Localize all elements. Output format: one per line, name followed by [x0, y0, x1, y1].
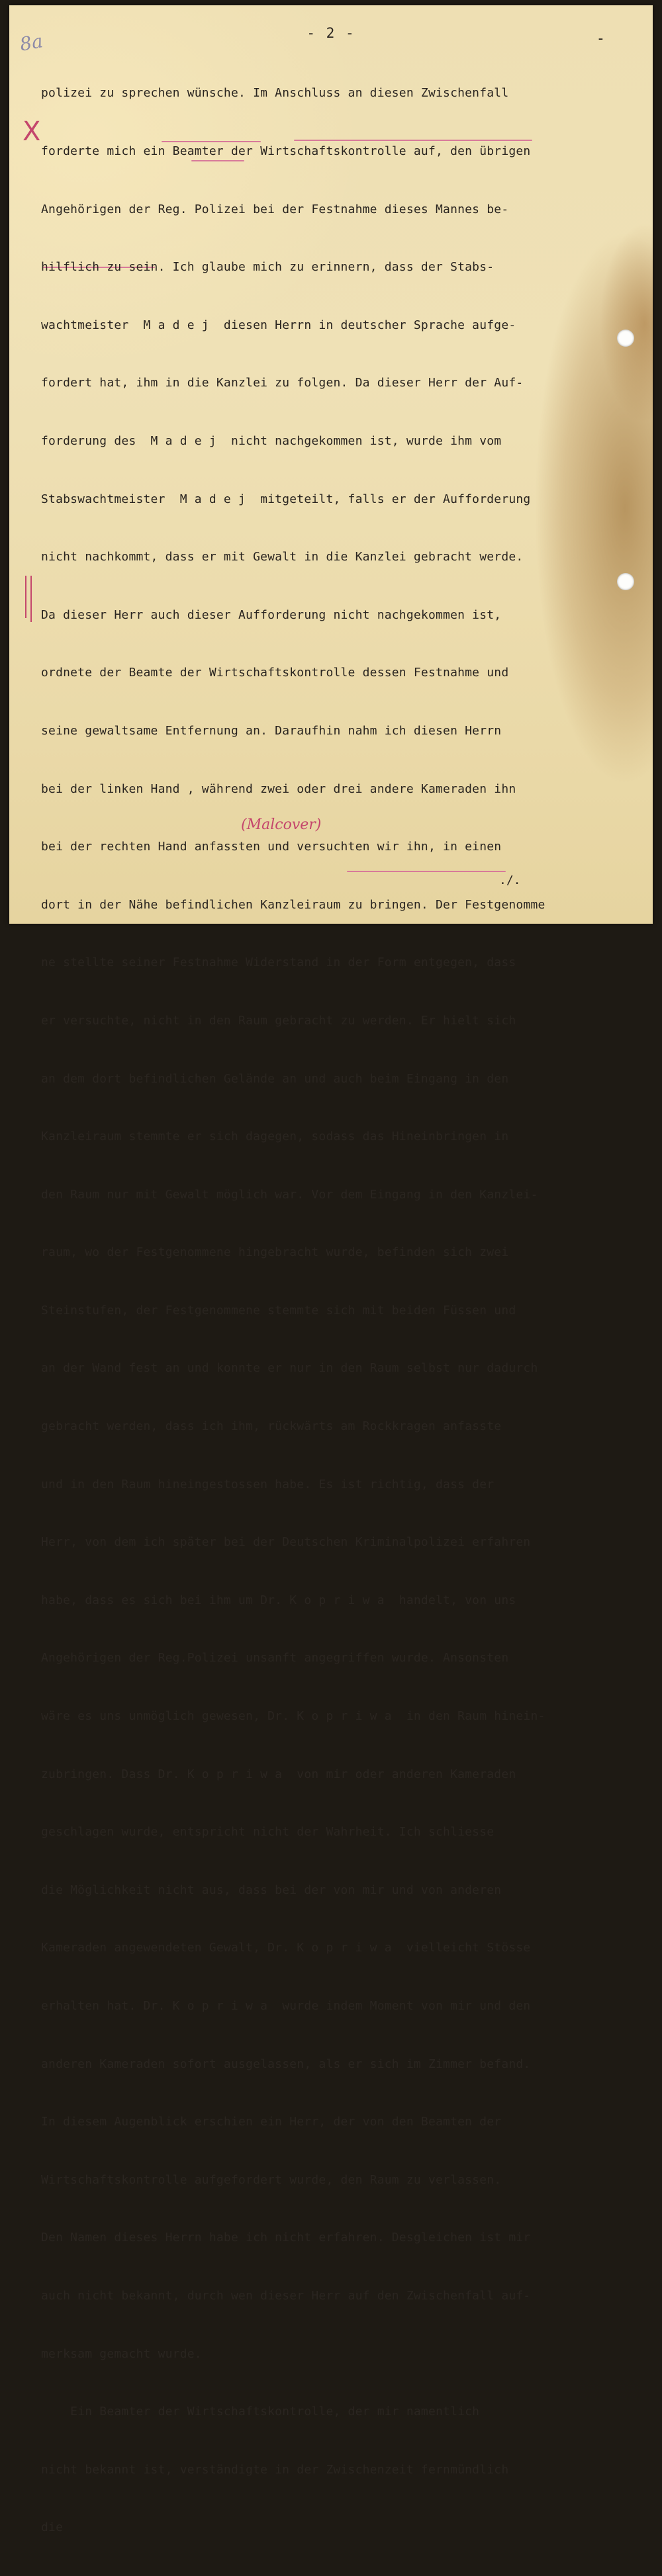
- text-line: Kanzleiraum stemmte er sich dagegen, sodass das Hineinbringen in: [41, 1130, 509, 1144]
- text-line: Kameraden angewendeten Gewalt, Dr. K o p r i w a vielleicht Stösse: [41, 1941, 531, 1955]
- text-line: und in den Raum hineingestossen habe. Es ist richtig, dass der: [41, 1477, 495, 1491]
- document-page: [9, 5, 653, 2535]
- text-line: nicht bekannt ist, verständigte in der Zwischenzeit fernmündlich: [41, 2462, 509, 2477]
- text-line: Angehörigen der Reg. Polizei bei der Festnahme dieses Mannes be-: [41, 202, 509, 216]
- text-line: zubringen. Dass Dr. K o p r i w a von mir oder anderen Kameraden: [41, 1767, 516, 1781]
- text-line: bei der rechten Hand anfassten und versuchten wir ihn, in einen: [41, 840, 502, 854]
- margin-bar-left: [25, 576, 26, 618]
- text-line: Wirtschaftskontrolle aufgefordert wurde, den Raum zu verlassen.: [41, 2172, 502, 2187]
- text-line: gebracht werden, dass ich ihm, rückwärts am Rockkragen anfasste: [41, 1419, 502, 1434]
- text-line: merksam gemacht wurde.: [41, 2346, 202, 2361]
- text-line: Herr, von dem ich später bei der Deutschen Kriminalpolizei erfahren: [41, 1535, 531, 1550]
- page-number: - 2 -: [307, 25, 355, 41]
- text-line: ordnete der Beamte der Wirtschaftskontrolle dessen Festnahme und: [41, 666, 509, 680]
- text-line: wachtmeister M a d e j diesen Herrn in deutscher Sprache aufge-: [41, 318, 516, 332]
- text-line: bei der linken Hand , während zwei oder drei andere Kameraden ihn: [41, 781, 516, 796]
- text-line: anderen Kameraden sofort ausgelassen, als er sich im Zimmer befand.: [41, 2057, 531, 2071]
- text-line: forderte mich ein Beamter der Wirtschaftskontrolle auf, den übrigen: [41, 144, 531, 158]
- text-line: hilflich zu sein. Ich glaube mich zu erinnern, dass der Stabs-: [41, 260, 495, 275]
- x-margin-mark: X: [23, 116, 41, 147]
- text-line: Steinstufen, der Festgenommene stemmte sich mit beiden Füssen und: [41, 1303, 516, 1317]
- margin-bar-right: [30, 576, 32, 622]
- continuation-mark: ./.: [499, 873, 521, 887]
- text-line: die: [41, 2520, 64, 2535]
- text-line: raum, wo der Festgenommene hingebracht wurde, befinden sich zwei: [41, 1245, 509, 1260]
- pencil-annotation: (Malcover): [241, 817, 322, 833]
- text-line: nicht nachkommt, dass er mit Gewalt in die Kanzlei gebracht werde.: [41, 550, 524, 564]
- corner-mark: -: [596, 30, 605, 47]
- text-line: In diesem Augenblick erschien ein Herr, der von den Beamten der: [41, 2115, 502, 2129]
- text-line: auch nicht bekannt, durch wen dieser Herr auf den Zwischenfall auf-: [41, 2288, 531, 2303]
- text-line: die Möglichkeit nicht aus, dass bei der von mir und von anderen: [41, 1883, 502, 1897]
- typed-body-text: [41, 45, 630, 2576]
- text-line: den Raum nur mit Gewalt möglich war. Vor dem Eingang in den Kanzlei-: [41, 1187, 538, 1202]
- text-line: Den Namen dieses Herrn habe ich nicht erfahren. Desgleichen ist mir: [41, 2231, 531, 2245]
- text-line: seine gewaltsame Entfernung an. Daraufhin nahm ich diesen Herrn: [41, 723, 502, 738]
- text-line: an dem dort befindlichen Gelände an und auch beim Eingang in den: [41, 1071, 509, 1086]
- text-line: Ein Beamter der Wirtschaftskontrolle, der mir namentlich: [41, 2405, 480, 2419]
- text-line: fordert hat, ihm in die Kanzlei zu folgen. Da dieser Herr der Auf-: [41, 376, 524, 390]
- text-line: ne stellte seiner Festnahme Widerstand in der Form entgegen, dass: [41, 955, 516, 970]
- text-line: dort in der Nähe befindlichen Kanzleiraum zu bringen. Der Festgenomme: [41, 897, 545, 912]
- text-line: er versuchte, nicht in den Raum gebracht zu werden. Er hielt sich: [41, 1013, 516, 1028]
- text-line: habe, dass es sich bei ihm um Dr. K o p r i w a handelt, von uns: [41, 1593, 516, 1607]
- text-line: forderung des M a d e j nicht nachgekommen ist, wurde ihm vom: [41, 433, 502, 448]
- text-line: polizei zu sprechen wünsche. Im Anschluss an diesen Zwischenfall: [41, 86, 509, 101]
- text-line: wäre es uns unmöglich gewesen, Dr. K o p r i w a in den Raum hinein-: [41, 1709, 545, 1724]
- text-line: Stabswachtmeister M a d e j mitgeteilt, falls er der Aufforderung: [41, 492, 531, 506]
- text-line: erhalten hat. Dr. K o p r i w a wurde indem Moment von mir und den: [41, 1999, 531, 2013]
- margin-note: 8a: [18, 30, 45, 56]
- text-line: geschlagen wurde, entspricht nicht der Wahrheit. Ich schliesse: [41, 1825, 495, 1840]
- text-line: Da dieser Herr auch dieser Aufforderung nicht nachgekommen ist,: [41, 607, 502, 622]
- text-line: Angehörigen der Reg.Polizei unsanft angegriffen wurde. Ansonsten: [41, 1651, 509, 1666]
- text-line: an der Wand fest an und konnte er nur in den Raum selbst nur dadurch: [41, 1361, 538, 1376]
